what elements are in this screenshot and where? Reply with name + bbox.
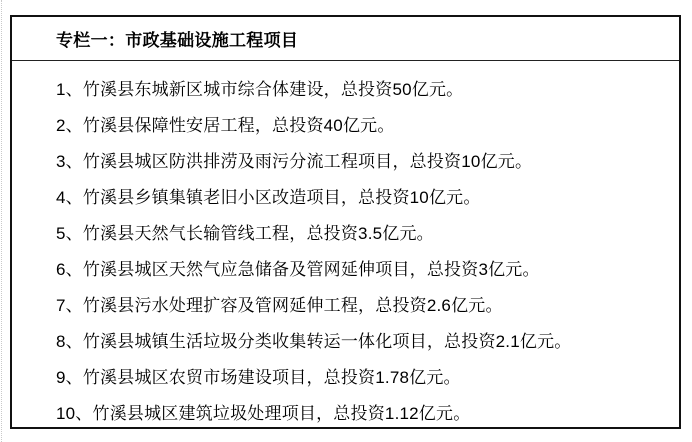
project-item-5: 5、竹溪县天然气长输管线工程，总投资3.5亿元。 — [56, 223, 434, 243]
project-item-10: 10、竹溪县城区建筑垃圾处理项目，总投资1.12亿元。 — [56, 403, 471, 423]
project-item-9: 9、竹溪县城区农贸市场建设项目，总投资1.78亿元。 — [56, 367, 461, 387]
project-item-6: 6、竹溪县城区天然气应急储备及管网延伸项目，总投资3亿元。 — [56, 259, 540, 279]
project-item-8: 8、竹溪县城镇生活垃圾分类收集转运一体化项目，总投资2.1亿元。 — [56, 331, 572, 351]
project-item-3: 3、竹溪县城区防洪排涝及雨污分流工程项目，总投资10亿元。 — [56, 151, 533, 171]
project-item-2: 2、竹溪县保障性安居工程，总投资40亿元。 — [56, 115, 395, 135]
project-item-1: 1、竹溪县东城新区城市综合体建设，总投资50亿元。 — [56, 79, 464, 99]
column-box — [10, 15, 681, 429]
table-gridline — [1, 0, 2, 442]
project-item-7: 7、竹溪县污水处理扩容及管网延伸工程，总投资2.6亿元。 — [56, 295, 503, 315]
column-header — [12, 17, 679, 61]
project-list — [12, 61, 679, 429]
column-title: 专栏一：市政基础设施工程项目 — [56, 31, 299, 50]
project-item-4: 4、竹溪县乡镇集镇老旧小区改造项目，总投资10亿元。 — [56, 187, 481, 207]
